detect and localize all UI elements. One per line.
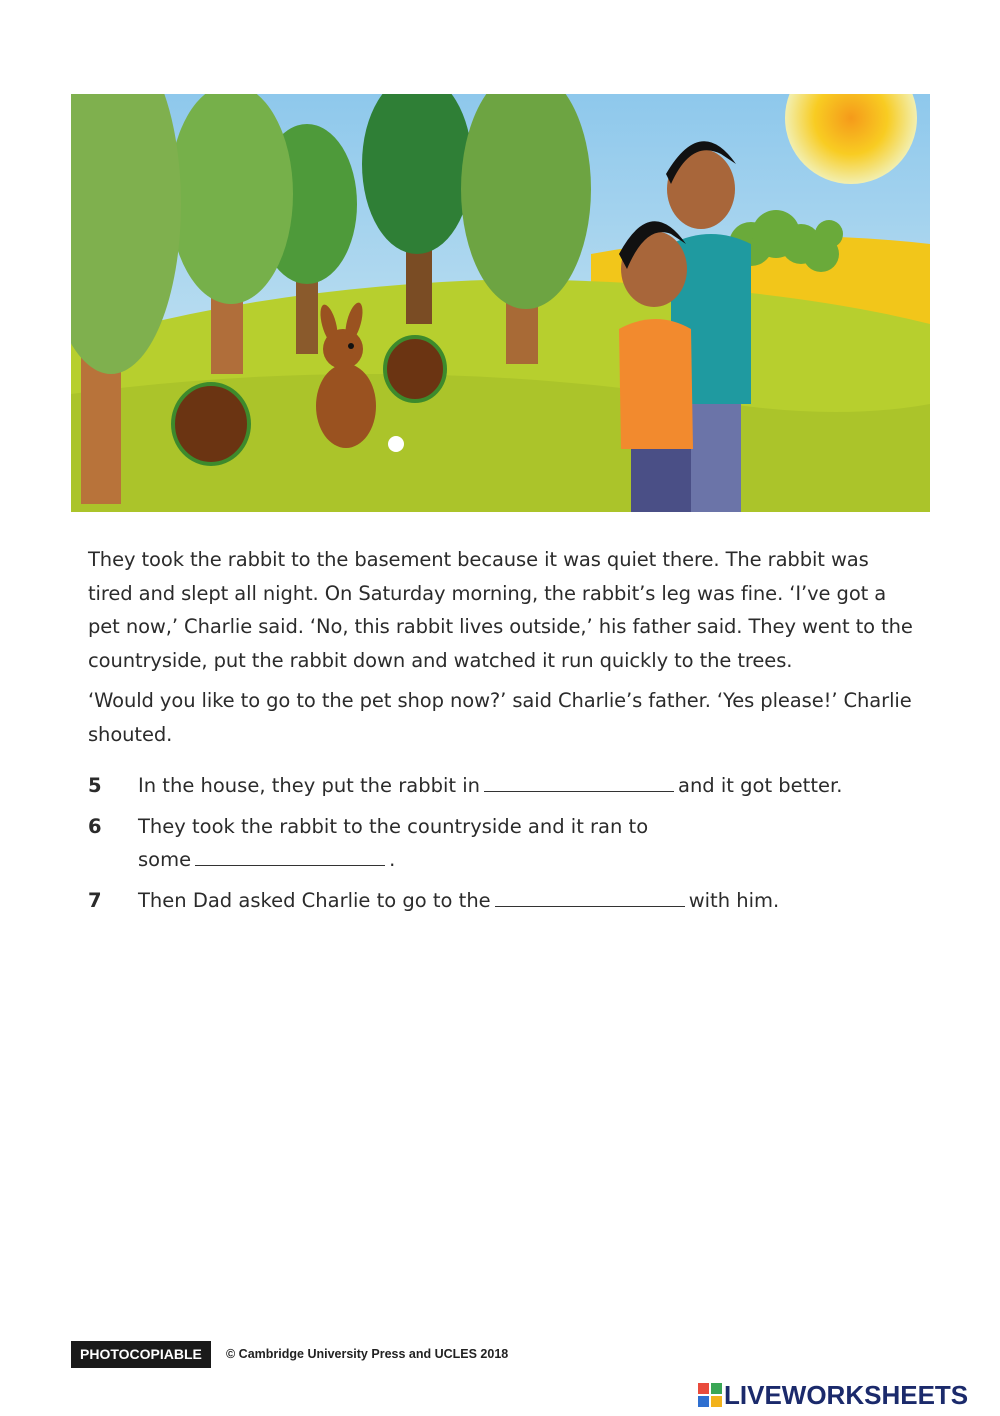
story-paragraph-1: They took the rabbit to the basement because it was quiet there. The rabbit was tired and slept all night. On Saturday morning, the rabbit’s leg was fine. ‘I’ve got a pet now,’ Charlie said. ‘No, this rabbit lives outside,’ his father said. They went to the countryside, put the rabbit down and watched it run quickly to the trees. <box>88 548 913 672</box>
story-paragraph-2: ‘Would you like to go to the pet shop now?’ said Charlie’s father. ‘Yes please!’ Charlie shouted. <box>88 689 912 746</box>
question-text: some <box>138 848 192 871</box>
answer-blank-5[interactable] <box>484 769 674 792</box>
answer-blank-6[interactable] <box>195 843 385 866</box>
copyright-notice: © Cambridge University Press and UCLES 2018 <box>226 1347 509 1361</box>
question-text: They took the rabbit to the countryside and it ran to <box>138 815 649 838</box>
story-illustration <box>71 94 930 512</box>
question-number: 5 <box>88 774 102 797</box>
photocopiable-badge: PHOTOCOPIABLE <box>71 1341 211 1368</box>
liveworksheets-logo[interactable] <box>698 1380 968 1410</box>
question-number: 7 <box>88 889 102 912</box>
question-text: In the house, they put the rabbit in <box>138 774 480 797</box>
question-number: 6 <box>88 815 102 838</box>
question-text: with him. <box>688 889 780 912</box>
question-text: and it got better. <box>678 774 843 797</box>
logo-text: LIVEWORKSHEETS <box>724 1379 969 1410</box>
question-text: . <box>389 848 396 871</box>
question-text: Then Dad asked Charlie to go to the <box>138 889 491 912</box>
liveworksheets-icon <box>698 1383 722 1407</box>
answer-blank-7[interactable] <box>495 884 685 907</box>
